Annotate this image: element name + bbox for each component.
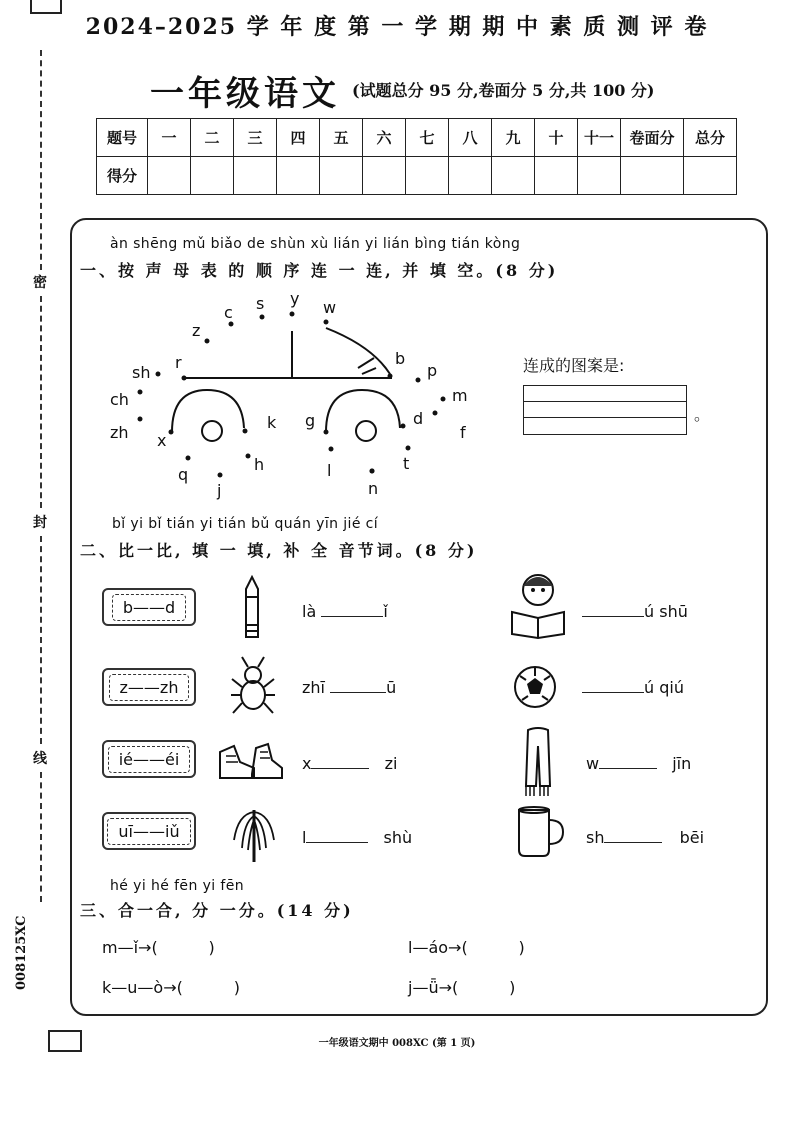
fill-item [302, 828, 412, 847]
fill-item [582, 602, 688, 621]
paper-code: 008125XC [14, 915, 29, 990]
q1-title: 一、按 声 母 表 的 顺 序 连 一 连, 并 填 空。(8 分) [80, 261, 559, 280]
q2-pinyin: bǐ yi bǐ tián yi tián bǔ quán yīn jié cí [112, 516, 379, 532]
table-cell: 十一 [578, 119, 621, 157]
fill-prefix: sh [586, 828, 605, 847]
fill-blank[interactable] [311, 754, 369, 769]
dot-label: y [290, 289, 300, 308]
dot-label: z [192, 321, 201, 340]
front-wheel-arch [172, 390, 244, 432]
fill-suffix: shù [383, 828, 413, 847]
crayon-icon [240, 575, 264, 639]
combine-item[interactable]: l—áo→( ) [408, 938, 525, 957]
fill-blank[interactable] [599, 754, 657, 769]
fill-item [302, 602, 388, 621]
compare-pair-box [102, 588, 196, 626]
table-cell: 总分 [684, 119, 737, 157]
binding-line [40, 296, 42, 508]
dot-label: x [157, 431, 167, 450]
dot-label: h [254, 455, 265, 474]
combine-item[interactable]: j—ǖ→( ) [408, 978, 516, 997]
score-input-cell[interactable] [684, 157, 737, 195]
dot-label: r [175, 353, 182, 372]
table-cell: 六 [363, 119, 406, 157]
dot-label: b [395, 349, 406, 368]
table-cell: 七 [406, 119, 449, 157]
fill-blank[interactable] [604, 828, 662, 843]
willow-tree-icon [228, 800, 280, 864]
dot-label: sh [132, 363, 151, 382]
dot-labels [110, 289, 468, 500]
score-input-cell[interactable] [449, 157, 492, 195]
fill-item [586, 754, 691, 773]
football-icon [512, 664, 558, 710]
front-wheel [202, 421, 222, 441]
fill-prefix: l [302, 828, 307, 847]
score-input-cell[interactable] [406, 157, 449, 195]
fill-suffix: ú shū [644, 602, 688, 621]
fill-suffix: bēi [679, 828, 705, 847]
fill-prefix: w [586, 754, 600, 773]
score-input-cell[interactable] [234, 157, 277, 195]
combine-item[interactable]: m—ǐ→( ) [102, 938, 215, 957]
dot-label: n [368, 479, 379, 498]
table-cell: 得分 [97, 157, 148, 195]
dot-label: c [224, 303, 233, 322]
score-input-cell[interactable] [320, 157, 363, 195]
table-cell: 九 [492, 119, 535, 157]
score-input-cell[interactable] [363, 157, 406, 195]
score-input-cell[interactable] [535, 157, 578, 195]
dot-label: l [327, 461, 332, 480]
fill-item [586, 828, 704, 847]
page-footer: 一年级语文期中 008XC (第 1 页) [318, 1038, 476, 1049]
fill-suffix: ū [386, 678, 397, 697]
rear-wheel-arch [326, 390, 400, 432]
rear-wheel [356, 421, 376, 441]
fill-suffix: ǐ [383, 602, 388, 621]
fill-item [582, 678, 684, 697]
q3-pinyin: hé yi hé fēn yi fēn [110, 878, 245, 894]
dot-label: w [323, 298, 337, 317]
fill-blank[interactable] [582, 678, 644, 693]
score-header-row [97, 119, 737, 157]
table-cell: 四 [277, 119, 320, 157]
table-cell: 十 [535, 119, 578, 157]
binding-line [40, 50, 42, 270]
dot-label: f [460, 423, 466, 442]
fill-suffix: jīn [672, 754, 692, 773]
spider-icon [230, 655, 276, 717]
table-cell: 卷面分 [621, 119, 684, 157]
dot-label: p [427, 361, 438, 380]
fill-blank[interactable] [306, 828, 368, 843]
dot-label: k [267, 413, 277, 432]
score-value-row [97, 157, 737, 195]
score-input-cell[interactable] [191, 157, 234, 195]
table-cell: 八 [449, 119, 492, 157]
q2-title: 二、比一比, 填 一 填, 补 全 音节词。(8 分) [80, 541, 478, 560]
compare-pair-text: ié——éi [108, 746, 191, 773]
dot-label: g [305, 411, 316, 430]
dot-label: zh [110, 423, 129, 442]
dot-connect-diagram [100, 286, 500, 501]
table-cell: 题号 [97, 119, 148, 157]
exam-title: 2024–2025 学 年 度 第 一 学 期 期 中 素 质 测 评 卷 [85, 14, 709, 40]
compare-pair-text: uī——iǔ [107, 818, 190, 845]
compare-pair-box [102, 740, 196, 778]
combine-item[interactable]: k—u—ò→( ) [102, 978, 240, 997]
dot-label: j [217, 481, 222, 500]
score-input-cell[interactable] [148, 157, 191, 195]
compare-pair-text: b——d [112, 594, 186, 621]
scarf-icon [520, 726, 556, 798]
fill-suffix: ú qiú [644, 678, 684, 697]
fill-item [302, 754, 397, 773]
reading-boy-icon [508, 570, 568, 640]
cup-icon [515, 806, 565, 858]
fill-suffix: zi [384, 754, 398, 773]
compare-pair-box [102, 668, 196, 706]
table-cell: 三 [234, 119, 277, 157]
score-input-cell[interactable] [578, 157, 621, 195]
binding-mark-xian: 线 [33, 751, 47, 767]
score-input-cell[interactable] [492, 157, 535, 195]
answer-period: 。 [694, 405, 711, 424]
q1-pinyin: àn shēng mǔ biǎo de shùn xù lián yi lián bìng tián kòng [110, 236, 521, 252]
fill-prefix: zhī [302, 678, 325, 697]
dot-label: d [413, 409, 424, 428]
answer-box[interactable] [523, 385, 687, 435]
compare-pair-box [102, 812, 196, 850]
score-note: (试题总分 95 分,卷面分 5 分,共 100 分) [352, 81, 655, 100]
table-cell: 五 [320, 119, 363, 157]
compare-pair-text: z——zh [109, 674, 190, 701]
answer-line [524, 417, 686, 418]
dot-label: ch [110, 390, 129, 409]
table-cell: 一 [148, 119, 191, 157]
dot-label: m [452, 386, 468, 405]
table-cell: 二 [191, 119, 234, 157]
score-table [96, 118, 737, 195]
dot-label: q [178, 465, 189, 484]
fill-item [302, 678, 396, 697]
dot-label: s [256, 294, 265, 313]
shoes-icon [216, 738, 286, 784]
fill-prefix: là [302, 602, 317, 621]
fill-blank[interactable] [582, 602, 644, 617]
score-input-cell[interactable] [621, 157, 684, 195]
car-wiper-line [358, 358, 376, 374]
q3-title: 三、合一合, 分 一分。(14 分) [80, 901, 354, 920]
answer-label: 连成的图案是: [523, 356, 625, 375]
binding-mark-feng: 封 [33, 515, 47, 531]
answer-line [524, 401, 686, 402]
binding-mark-mi: 密 [33, 275, 47, 291]
subject-title: 一年级语文 [150, 74, 340, 114]
binding-line [40, 772, 42, 902]
fill-blank[interactable] [330, 678, 386, 693]
score-input-cell[interactable] [277, 157, 320, 195]
binding-line [40, 536, 42, 744]
fill-prefix: x [302, 754, 312, 773]
dot-label: t [403, 454, 410, 473]
fill-blank[interactable] [321, 602, 383, 617]
